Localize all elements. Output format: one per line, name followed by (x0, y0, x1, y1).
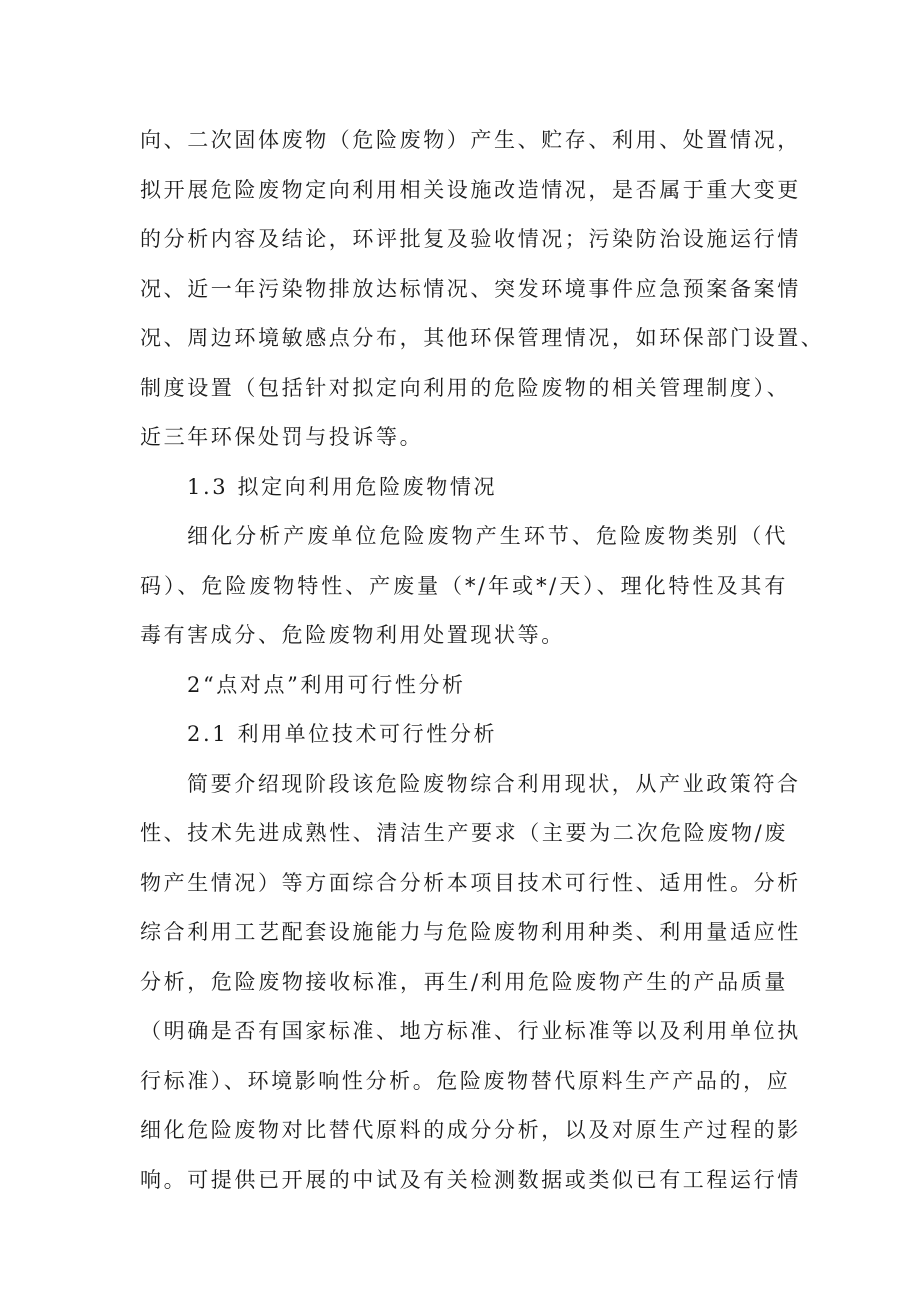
paragraph-line: 向、二次固体废物（危险废物）产生、贮存、利用、处置情况， (140, 128, 801, 152)
paragraph-line: 简要介绍现阶段该危险废物综合利用现状，从产业政策符合 (187, 771, 801, 796)
paragraph-line: 制度设置（包括针对拟定向利用的危险废物的相关管理制度）、 (140, 375, 791, 400)
paragraph-line: 行标准）、环境影响性分析。危险废物替代原料生产产品的，应 (140, 1068, 791, 1093)
paragraph-line: 细化分析产废单位危险废物产生环节、危险废物类别（代 (187, 524, 788, 548)
paragraph-line: 的分析内容及结论，环评批复及验收情况；污染防治设施运行情 (140, 227, 801, 251)
document-body (140, 116, 825, 1205)
paragraph-line: 响。可提供已开展的中试及有关检测数据或类似已有工程运行情 (140, 1167, 801, 1192)
paragraph-line: 物产生情况）等方面综合分析本项目技术可行性、适用性。分析 (140, 870, 801, 895)
section-heading-2-1: 2.1 利用单位技术可行性分析 (187, 722, 498, 746)
section-heading-1-3: 1.3 拟定向利用危险废物情况 (187, 474, 498, 499)
paragraph-line: 况、周边环境敏感点分布，其他环保管理情况，如环保部门设置、 (140, 326, 825, 350)
paragraph-line: 拟开展危险废物定向利用相关设施改造情况，是否属于重大变更 (140, 177, 801, 202)
section-heading-2: 2“点对点”利用可行性分析 (187, 672, 466, 697)
paragraph-line: 分析，危险废物接收标准，再生/利用危险废物产生的产品质量 (140, 969, 788, 994)
paragraph-line: 性、技术先进成熟性、清洁生产要求（主要为二次危险废物/废 (140, 821, 788, 845)
paragraph-line: 毒有害成分、危险废物利用处置现状等。 (140, 623, 565, 647)
paragraph-line: 码）、危险废物特性、产废量（*/年或*/天）、理化特性及其有 (140, 573, 788, 598)
paragraph-line: 综合利用工艺配套设施能力与危险废物利用种类、利用量适应性 (140, 920, 801, 944)
paragraph-line: 细化危险废物对比替代原料的成分分析，以及对原生产过程的影 (140, 1118, 801, 1142)
paragraph-line: （明确是否有国家标准、地方标准、行业标准等以及利用单位执 (140, 1019, 801, 1043)
paragraph-line: 况、近一年污染物排放达标情况、突发环境事件应急预案备案情 (140, 276, 801, 301)
paragraph-line: 近三年环保处罚与投诉等。 (140, 425, 424, 449)
